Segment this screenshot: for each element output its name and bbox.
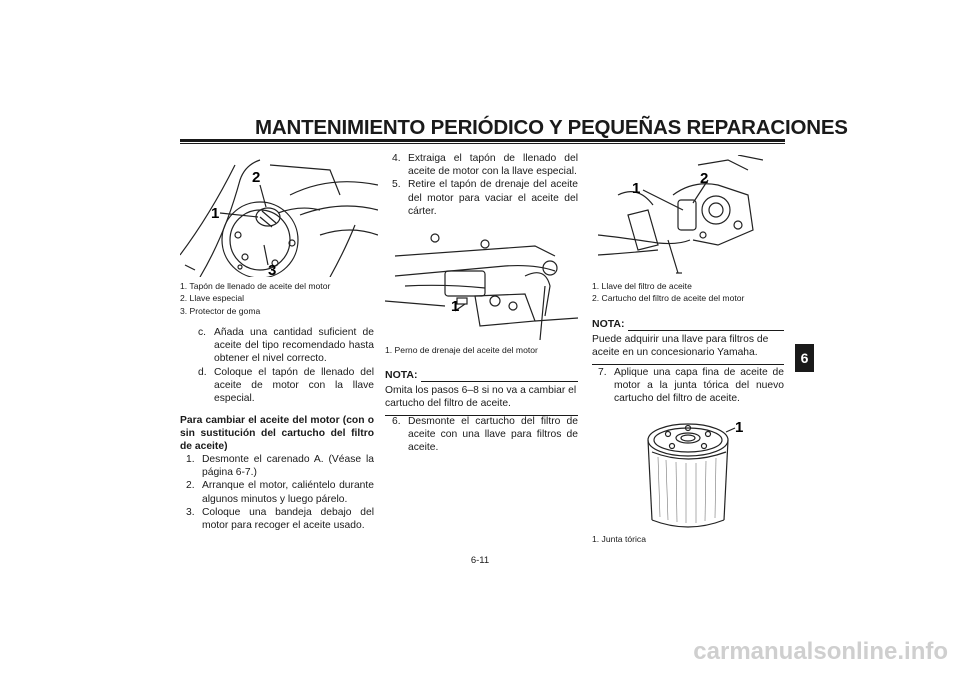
figure-drain-bolt: [385, 226, 578, 340]
header-rule-thin: [180, 143, 785, 144]
list-item: 4. Extraiga el tapón de llenado del aceite de motor con la llave especial.: [392, 153, 578, 178]
fig3-callout-2: 2: [700, 170, 709, 187]
list-item: 7. Aplique una capa fina de aceite de motor a la junta tórica del nuevo cartucho del filtro de aceite.: [598, 367, 784, 405]
nota-end-rule: [592, 364, 784, 365]
fig1-caption-3: 3. Protector de goma: [180, 305, 261, 316]
fig4-captions: [592, 533, 742, 545]
nota-heading: NOTA:: [592, 318, 784, 331]
list-item: 5. Retire el tapón de drenaje del aceite del motor para vaciar el aceite del cárter.: [392, 179, 578, 217]
fig3-caption-2: 2. Cartucho del filtro de aceite del motor: [592, 293, 745, 304]
list-item: d. Coloque el tapón de llenado del aceite de motor con la llave especial.: [198, 366, 374, 405]
figure-o-ring: [630, 412, 758, 530]
col1-steps: [186, 453, 374, 532]
header-rule: [180, 139, 785, 142]
fig3-captions: [592, 280, 792, 305]
section-tab: 6: [795, 344, 814, 372]
col2-steps: [392, 152, 578, 218]
page-number: 6-11: [470, 555, 490, 566]
nota-text: Puede adquirir una llave para filtros de aceite en un concesionario Yamaha.: [592, 334, 769, 359]
fig2-captions: [385, 344, 580, 356]
fig4-caption-1: 1. Junta tórica: [592, 534, 646, 544]
list-item: 1. Desmonte el carenado A. (Véase la página 6-7.): [186, 454, 374, 479]
fig1-caption-2: 2. Llave especial: [180, 293, 245, 304]
figure-oil-filler-cap: [180, 155, 378, 277]
page-title: MANTENIMIENTO PERIÓDICO Y PEQUEÑAS REPARACIONES: [255, 116, 848, 139]
nota-box-1: [385, 369, 578, 416]
fig1-callout-2: 2: [252, 169, 261, 186]
section-heading-oil-change: Para cambiar el aceite del motor (con o sin sustitución del cartucho del filtro de aceite): [180, 415, 374, 453]
fig2-callout-1: 1: [451, 298, 460, 315]
fig3-callout-1: 1: [632, 180, 641, 197]
fig3-caption-1: 1. Llave del filtro de aceite: [592, 281, 692, 291]
nota-box-2: [592, 318, 784, 365]
fig2-caption-1: 1. Perno de drenaje del aceite del motor: [385, 345, 538, 355]
list-item: 2. Arranque el motor, caliéntelo durante algunos minutos y luego párelo.: [186, 480, 374, 505]
col2-step6: [392, 415, 578, 455]
fig1-callout-1: 1: [211, 205, 220, 222]
list-item: 6. Desmonte el cartucho del filtro de aceite con una llave para filtros de aceite.: [392, 416, 578, 454]
nota-text: Omita los pasos 6–8 si no va a cambiar el cartucho del filtro de aceite.: [385, 385, 577, 410]
fig1-captions: [180, 280, 380, 317]
nota-heading: NOTA:: [385, 369, 578, 382]
list-item: 3. Coloque una bandeja debajo del motor para recoger el aceite usado.: [186, 506, 374, 532]
list-item: c. Añada una cantidad suficient de aceite del tipo recomendado hasta obtener el nivel correcto.: [198, 327, 374, 365]
col3-step7: [598, 366, 784, 406]
fig1-callout-3: 3: [268, 262, 277, 277]
fig4-callout-1: 1: [735, 419, 744, 436]
col1-substeps: [198, 326, 374, 405]
watermark: carmanualsonline.info: [693, 638, 948, 665]
figure-oil-filter-wrench: [598, 155, 763, 277]
fig1-caption-1: 1. Tapón de llenado de aceite del motor: [180, 281, 331, 291]
